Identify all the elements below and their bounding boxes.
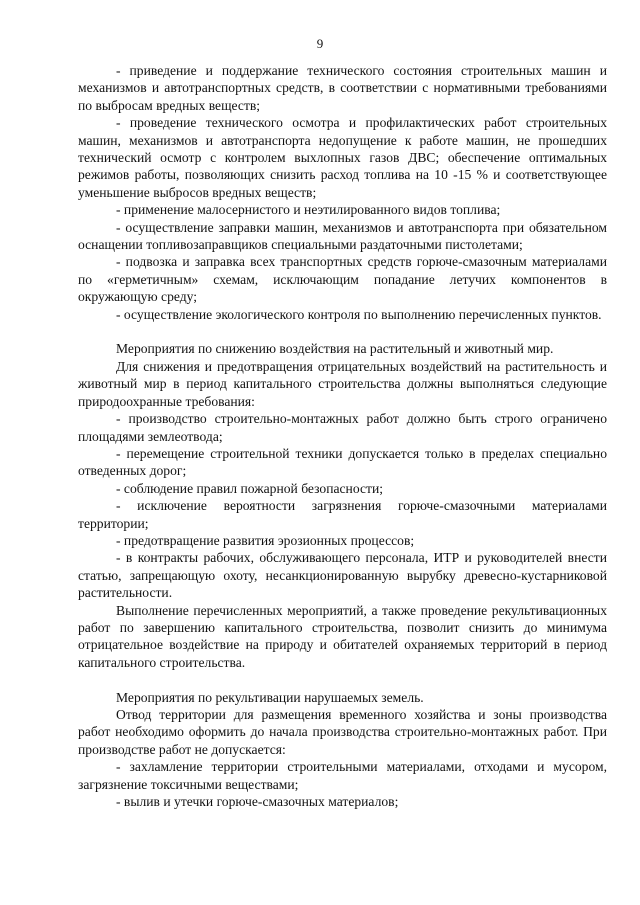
- paragraph-erosion: - предотвращение развития эрозионных процессов;: [116, 532, 415, 548]
- paragraph-machine-maintenance: - приведение и поддержание технического состояния строительных машин и механизмов и автотранспортных средств, в соответствии с нормативными требованиями по выбросам вредных веществ;: [78, 63, 607, 113]
- page-body: [78, 62, 607, 810]
- page-number: 9: [316, 36, 324, 51]
- paragraph-vehicle-movement: - перемещение строительной техники допускается только в пределах специально отведенных дорог;: [78, 445, 607, 479]
- paragraph-refueling: - осуществление заправки машин, механизмов и автотранспорта при обязательном оснащении топливозаправщиков специальными раздаточными пистолетами;: [78, 219, 607, 253]
- paragraph-ecological-control: - осуществление экологического контроля по выполнению перечисленных пунктов.: [116, 306, 602, 322]
- paragraph-contamination: - исключение вероятности загрязнения горюче-смазочными материалами территории;: [78, 498, 607, 531]
- section-heading-land-recultivation: Мероприятия по рекультивации нарушаемых земель.: [116, 689, 424, 705]
- paragraph-spacer: [78, 323, 607, 340]
- paragraph-littering: - захламление территории строительными материалами, отходами и мусором, загрязнение токсичными веществами;: [78, 759, 607, 792]
- paragraph-fuel-spills: - вылив и утечки горюче-смазочных материалов;: [116, 794, 399, 810]
- paragraph-contracts: - в контракты рабочих, обслуживающего персонала, ИТР и руководителей внести статью, запрещающую охоту, несанкционированную вырубку древесно-кустарниковой растительности.: [78, 550, 607, 601]
- paragraph-flora-fauna-intro: Для снижения и предотвращения отрицательных воздействий на растительность и животный мир в период капитального строительства должны выполняться следующие природоохранные требования:: [78, 358, 607, 409]
- paragraph-sealed-refueling: - подвозка и заправка всех транспортных средств горюче-смазочным материалами по «герметичным» схемам, исключающим попадание летучих компонентов в окружающую среду;: [78, 254, 607, 305]
- paragraph-spacer: [78, 671, 607, 688]
- paragraph-land-allotment: - производство строительно-монтажных работ должно быть строго ограничено площадями землеотвода;: [78, 411, 607, 444]
- section-heading-flora-fauna: Мероприятия по снижению воздействия на растительный и животный мир.: [116, 341, 554, 357]
- paragraph-territory-allocation: Отвод территории для размещения временного хозяйства и зоны производства работ необходимо оформить до начала производства строительно-монтажных работ. При производстве работ не допускается:: [78, 707, 607, 757]
- paragraph-fire-safety: - соблюдение правил пожарной безопасности;: [116, 480, 383, 496]
- paragraph-measures-summary: Выполнение перечисленных мероприятий, а также проведение рекультивационных работ по завершению капитального строительства, позволит снизить до минимума отрицательное воздействие на природу и обитателей охраняемых территорий в период капитального строительства.: [78, 602, 607, 670]
- paragraph-low-sulfur-fuel: - применение малосернистого и неэтилированного видов топлива;: [116, 202, 501, 218]
- paragraph-technical-inspection: - проведение технического осмотра и профилактических работ строительных машин, механизмов и автотранспорта недопущение к работе машин, не прошедших технический осмотр с контролем выхлопных газов ДВС; обеспечение оптимальных режимов работы, позволяющих снизить расход топлива на 10 -15 % и соответствующее уменьшение выбросов вредных веществ;: [78, 115, 607, 200]
